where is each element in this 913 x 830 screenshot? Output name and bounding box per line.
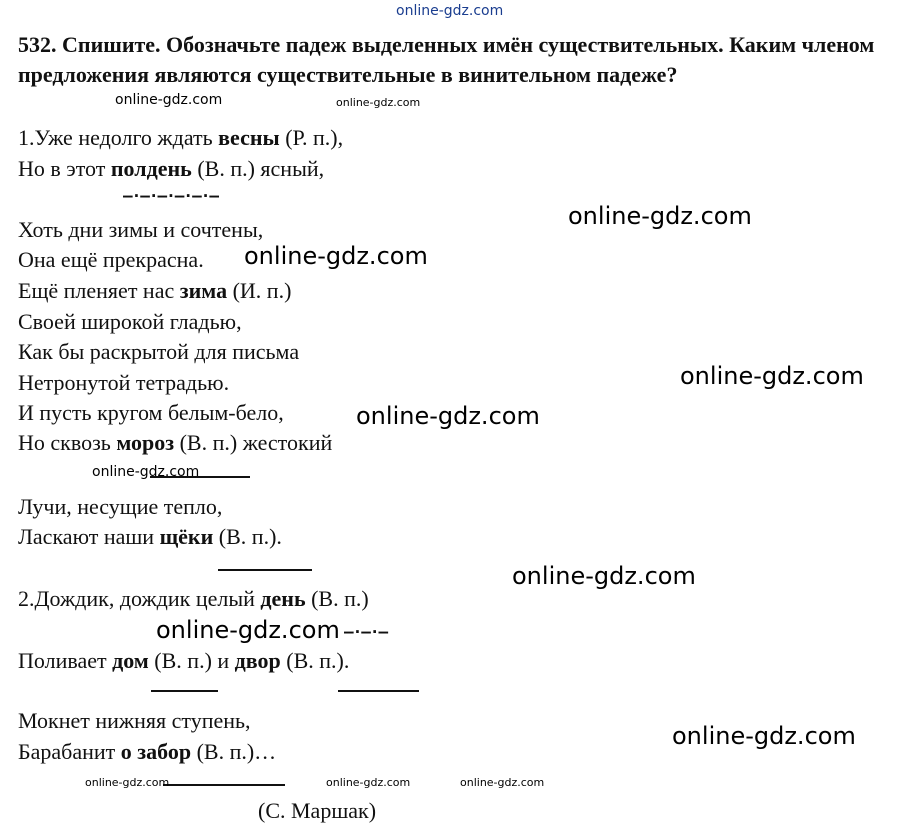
poem-line: Но в этот полдень (В. п.) ясный, — [18, 156, 325, 181]
poem-line: Но сквозь мороз (В. п.) жестокий — [18, 430, 333, 455]
watermark: online-gdz.com — [356, 402, 540, 430]
underline-mark — [338, 690, 419, 692]
watermark: online-gdz.com — [115, 92, 223, 108]
poem-line: Хоть дни зимы и сочтены, — [18, 217, 264, 242]
watermark: online-gdz.com — [156, 616, 340, 644]
watermark: online-gdz.com — [92, 464, 200, 480]
watermark: online-gdz.com — [512, 562, 696, 590]
poem-line: Своей широкой гладью, — [18, 309, 242, 334]
watermark-top: online-gdz.com — [396, 3, 504, 19]
watermark: online-gdz.com — [672, 722, 856, 750]
poem-line: Мокнет нижняя ступень, — [18, 708, 251, 733]
watermark: online-gdz.com — [244, 242, 428, 270]
poem-line: Барабанит о забор (В. п.)… — [18, 739, 277, 764]
dash-dot-underline: –·–·– — [344, 622, 388, 641]
watermark: online-gdz.com — [568, 202, 752, 230]
poem-line: Ещё пленяет нас зима (И. п.) — [18, 278, 292, 303]
poem-line: Ласкают наши щёки (В. п.). — [18, 524, 282, 549]
poem-author: (С. Маршак) — [258, 798, 377, 823]
underline-mark — [151, 690, 218, 692]
watermark: online-gdz.com — [85, 776, 170, 789]
task-heading — [18, 30, 908, 90]
underline-mark — [163, 784, 285, 786]
poem-line: И пусть кругом белым-бело, — [18, 400, 284, 425]
poem-line: 2.Дождик, дождик целый день (В. п.) — [18, 586, 369, 611]
poem-line: Лучи, несущие тепло, — [18, 494, 223, 519]
task-number: 532. — [18, 32, 57, 57]
poem-line: Поливает дом (В. п.) и двор (В. п.). — [18, 648, 350, 673]
watermark: online-gdz.com — [336, 96, 421, 109]
watermark: online-gdz.com — [680, 362, 864, 390]
poem-line: Она ещё прекрасна. — [18, 247, 204, 272]
watermark: online-gdz.com — [326, 776, 411, 789]
dash-dot-underline: –·–·–·–·–·– — [123, 186, 218, 205]
poem-line: 1.Уже недолго ждать весны (Р. п.), — [18, 125, 344, 150]
watermark: online-gdz.com — [460, 776, 545, 789]
underline-mark — [218, 569, 312, 571]
poem-line: Как бы раскрытой для письма — [18, 339, 300, 364]
poem-line: Нетронутой тетрадью. — [18, 370, 230, 395]
task-text: Спишите. Обозначьте падеж выделенных имён существительных. Каким членом предложения являются существительные в винительном падеже? — [18, 32, 875, 87]
